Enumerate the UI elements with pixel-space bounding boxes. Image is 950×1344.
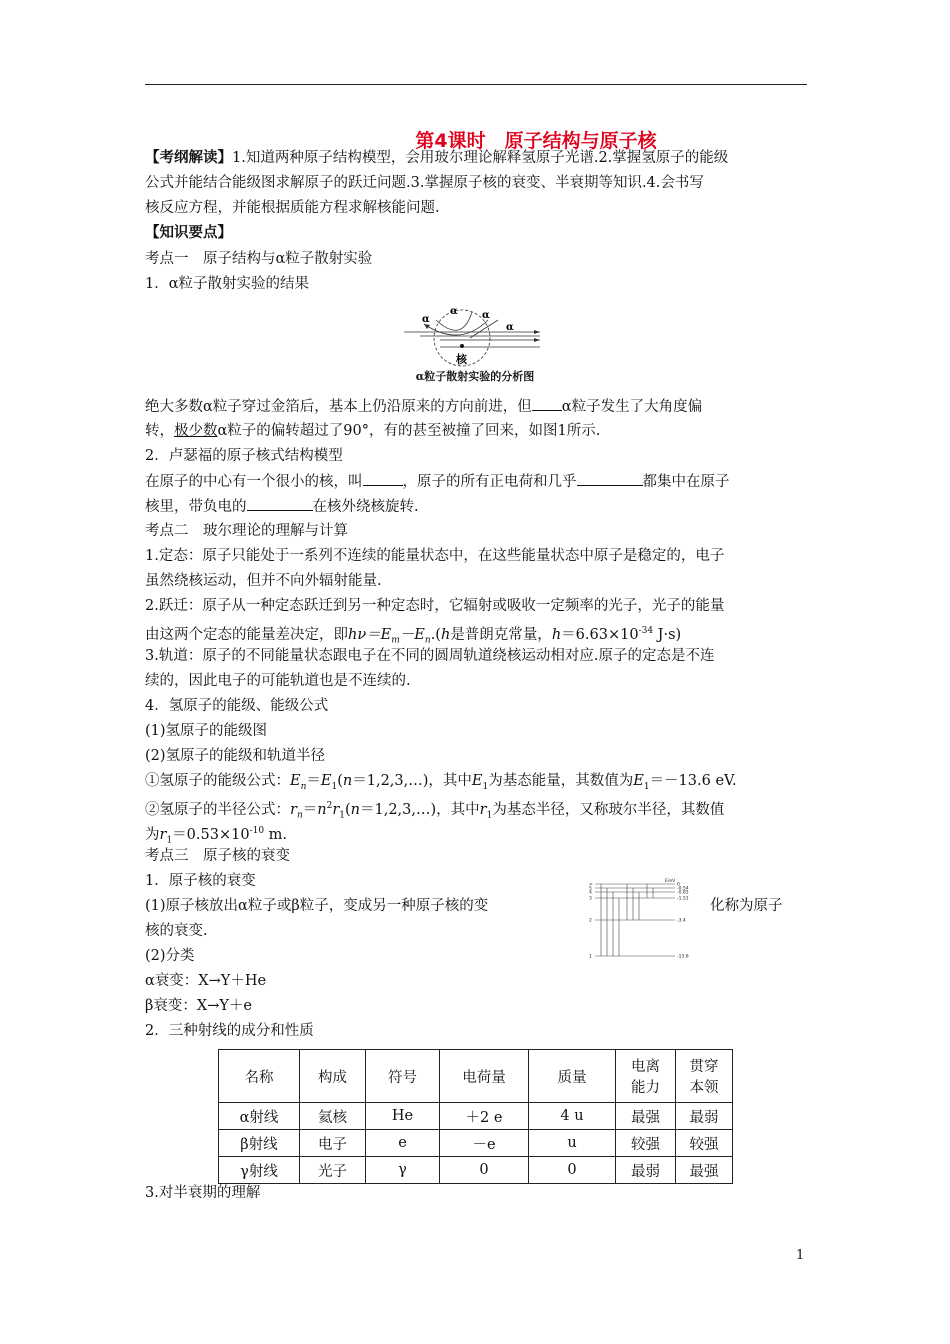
table-header-row	[219, 1050, 733, 1103]
svg-text:α: α	[450, 306, 458, 317]
point2-line: 2.跃迁：原子从一种定态跃迁到另一种定态时，它辐射或吸收一定频率的光子，光子的能量	[145, 598, 725, 614]
table-header: 电荷量	[440, 1050, 529, 1103]
page-number: 1	[796, 1248, 805, 1263]
intro-line-2: 公式并能结合能级图求解原子的跃迁问题.3.掌握原子核的衰变、半衰期等知识.4.会书写	[145, 175, 704, 191]
energy-level-diagram	[585, 878, 705, 962]
intro-tag: 【考纲解读】	[145, 149, 232, 166]
intro-line-1: 【考纲解读】1.知道两种原子结构模型，会用玻尔理论解释氢原子光谱.2.掌握氢原子的能级	[145, 149, 729, 166]
answer-blank[interactable]	[363, 471, 403, 486]
answer-blank[interactable]	[247, 496, 313, 511]
intro-line-3: 核反应方程，并能根据质能方程求解核能问题.	[145, 200, 440, 216]
point1-p1: 绝大多数α粒子穿过金箔后，基本上仍沿原来的方向前进，但 α粒子发生了大角度偏	[145, 396, 702, 417]
svg-text:-0.85: -0.85	[677, 890, 689, 896]
table-header: 贯穿 本领	[676, 1050, 733, 1103]
point3-line: 核的衰变.	[145, 923, 208, 939]
svg-text:-0.54: -0.54	[677, 886, 689, 892]
point2-line: 1.定态：原子只能处于一系列不连续的能量状态中，在这些能量状态中原子是稳定的，电子	[145, 548, 725, 564]
point2-line: 续的，因此电子的可能轨道也是不连续的.	[145, 673, 411, 689]
point1-sub1: 1．α粒子散射实验的结果	[145, 276, 310, 292]
beta-decay: β衰变：X→Y＋e	[145, 998, 253, 1014]
table-header: 构成	[300, 1050, 366, 1103]
table-header: 电离 能力	[616, 1050, 676, 1103]
nucleus-label: 核	[456, 353, 467, 366]
axis-label: E/eV	[665, 879, 676, 884]
radiation-table	[218, 1049, 733, 1184]
point1-heading: 考点一 原子结构与α粒子散射实验	[145, 251, 373, 267]
svg-text:-1.51: -1.51	[677, 896, 689, 902]
svg-text:α: α	[506, 322, 514, 333]
svg-text:2: 2	[589, 918, 592, 924]
point2-line: 虽然绕核运动，但并不向外辐射能量.	[145, 573, 382, 589]
svg-text:1: 1	[589, 954, 592, 960]
point3-line: 化称为原子	[710, 898, 783, 914]
point1-p2: 转，极少数α粒子的偏转超过了90°，有的甚至被撞了回来，如图1所示.	[145, 423, 601, 439]
knowledge-tag: 【知识要点】	[145, 224, 232, 241]
svg-text:-13.6: -13.6	[677, 954, 689, 960]
point2-line: (1)氢原子的能级图	[145, 723, 268, 739]
point1-p4: 核里，带负电的 在核外绕核旋转.	[145, 496, 419, 517]
alpha-decay: α衰变：X→Y＋He	[145, 973, 267, 989]
svg-text:5: 5	[589, 886, 592, 892]
point3-line: 1．原子核的衰变	[145, 873, 256, 889]
energy-formula: ①氢原子的能级公式：$E_n=E_1(n=1,2,3,\dots)$，其中$E_1$为基态能量，其数值为$E_1=-13.6$ eV.	[145, 773, 737, 792]
header-rule	[145, 84, 807, 85]
point1-sub2: 2．卢瑟福的原子核式结构模型	[145, 448, 343, 464]
svg-text:4: 4	[589, 890, 592, 896]
svg-text:α: α	[482, 310, 490, 321]
nucleus-dot	[460, 344, 464, 348]
answer-blank[interactable]	[532, 396, 562, 411]
svg-text:α: α	[422, 314, 430, 325]
svg-text:3: 3	[589, 896, 592, 902]
table-header: 符号	[366, 1050, 440, 1103]
point1-p3: 在原子的中心有一个很小的核，叫 ，原子的所有正电荷和几乎 都集中在原子	[145, 471, 730, 492]
table-row: α射线 氦核 He ＋2 e 4 u 最强 最弱	[219, 1103, 733, 1130]
svg-text:-3.4: -3.4	[677, 918, 686, 924]
point3-line: (1)原子核放出α粒子或β粒子，变成另一种原子核的变	[145, 898, 489, 914]
bohr-radius-value: 为$r_1=0.53\times 10^{-10}$ m.	[145, 826, 288, 846]
figure-caption: α粒子散射实验的分析图	[415, 370, 535, 383]
point2-line: 4．氢原子的能级、能级公式	[145, 698, 329, 714]
point2-line: 3.轨道：原子的不同能量状态跟电子在不同的圆周轨道绕核运动相对应.原子的定态是不连	[145, 648, 715, 664]
page-title: 第4课时 原子结构与原子核	[415, 130, 657, 152]
table-header: 质量	[529, 1050, 616, 1103]
point3-line: 3.对半衰期的理解	[145, 1185, 261, 1201]
point2-line: 由这两个定态的能量差决定，即$h\nu=E_m-E_n.(h$是普朗克常量，$h=6.63\times 10^{-34}$ J·s)	[145, 626, 682, 646]
table-header: 名称	[219, 1050, 300, 1103]
radius-formula: ②氢原子的半径公式：$r_n=n^2r_1(n=1,2,3,\dots)$，其中$r_1$为基态半径，又称玻尔半径，其数值	[145, 801, 725, 821]
point3-heading: 考点三 原子核的衰变	[145, 848, 290, 864]
svg-text:∞: ∞	[589, 882, 593, 888]
answer-blank[interactable]	[577, 471, 643, 486]
point3-line: (2)分类	[145, 948, 195, 964]
svg-text:0: 0	[677, 882, 680, 888]
point3-line: 2．三种射线的成分和性质	[145, 1023, 314, 1039]
point2-line: (2)氢原子的能级和轨道半径	[145, 748, 326, 764]
table-row: β射线 电子 e －e u 较强 较强	[219, 1130, 733, 1157]
point2-heading: 考点二 玻尔理论的理解与计算	[145, 523, 348, 539]
table-row: γ射线 光子 γ 0 0 最弱 最强	[219, 1157, 733, 1184]
